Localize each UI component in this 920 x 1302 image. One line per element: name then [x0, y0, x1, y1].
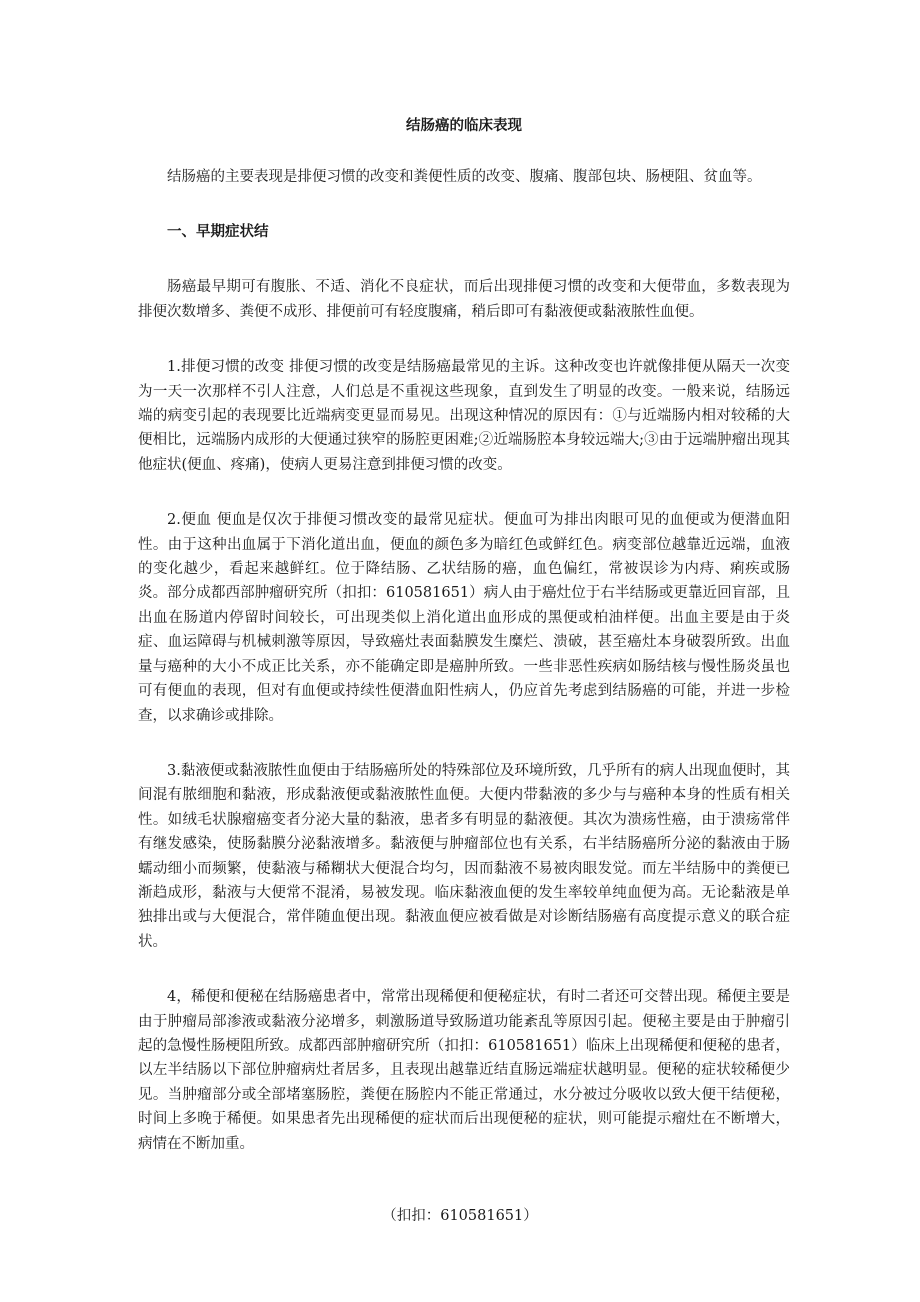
item-diarrhea-constipation: 4，稀便和便秘在结肠癌患者中，常常出现稀便和便秘症状，有时二者还可交替出现。稀便主要是由于肿瘤局部渗液或黏液分泌增多，刺激肠道导致肠道功能紊乱等原因引起。便秘主要是由于肿瘤引起的急慢性肠梗阻所致。成都西部肿瘤研究所（扣扣：610581651）临床上出现稀便和便秘的患者，以左半结肠以下部位肿瘤病灶者居多，且表现出越靠近结直肠远端症状越明显。便秘的症状较稀便少见。当肿瘤部分或全部堵塞肠腔，粪便在肠腔内不能正常通过，水分被过分吸收以致大便干结便秘，时间上多晚于稀便。如果患者先出现稀便的症状而后出现便秘的症状，则可能提示瘤灶在不断增大，病情在不断加重。 — [138, 989, 790, 1152]
section-heading-early-symptoms: 一、早期症状结 — [167, 224, 269, 241]
early-symptoms-paragraph: 肠癌最早期可有腹胀、不适、消化不良症状，而后出现排便习惯的改变和大便带血，多数表现为排便次数增多、粪便不成形、排便前可有轻度腹痛，稍后即可有黏液便或黏液脓性血便。 — [138, 279, 790, 320]
item-bowel-habit-change: 1.排便习惯的改变 排便习惯的改变是结肠癌最常见的主诉。这种改变也许就像排便从隔天一次变为一天一次那样不引人注意，人们总是不重视这些现象，直到发生了明显的改变。一般来说，结肠远端的病变引起的表现要比近端病变更显而易见。出现这种情况的原因有：①与近端肠内相对较稀的大便相比，远端肠内成形的大便通过狭窄的肠腔更困难;②近端肠腔本身较远端大;③由于远端肿瘤出现其他症状(便血、疼痛)，使病人更易注意到排便习惯的改变。 — [138, 359, 790, 473]
intro-paragraph: 结肠癌的主要表现是排便习惯的改变和粪便性质的改变、腹痛、腹部包块、肠梗阻、贫血等。 — [167, 169, 762, 185]
document-page — [138, 104, 790, 1156]
item-blood-in-stool: 2.便血 便血是仅次于排便习惯改变的最常见症状。便血可为排出肉眼可见的血便或为便潜血阳性。由于这种出血属于下消化道出血，便血的颜色多为暗红色或鲜红色。病变部位越靠近远端，血液的变化越少，看起来越鲜红。位于降结肠、乙状结肠的癌，血色偏红，常被误诊为内痔、痢疾或肠炎。部分成都西部肿瘤研究所（扣扣：610581651）病人由于癌灶位于右半结肠或更靠近回盲部，且出血在肠道内停留时间较长，可出现类似上消化道出血形成的黑便或柏油样便。出血主要是由于炎症、血运障碍与机械刺激等原因，导致癌灶表面黏膜发生糜烂、溃破，甚至癌灶本身破裂所致。出血量与癌种的大小不成正比关系，亦不能确定即是癌肿所致。一些非恶性疾病如肠结核与慢性肠炎虽也可有便血的表现，但对有血便或持续性便潜血阳性病人，仍应首先考虑到结肠癌的可能，并进一步检查，以求确诊或排除。 — [138, 512, 790, 724]
item-mucus-stool: 3.黏液便或黏液脓性血便由于结肠癌所处的特殊部位及环境所致，几乎所有的病人出现血便时，其间混有脓细胞和黏液，形成黏液便或黏液脓性血便。大便内带黏液的多少与与癌种本身的性质有相关性。如绒毛状腺瘤癌变者分泌大量的黏液，患者多有明显的黏液便。其次为溃疡性癌，由于溃疡常伴有继发感染，使肠黏膜分泌黏液增多。黏液便与肿瘤部位也有关系，右半结肠癌所分泌的黏液由于肠蠕动细小而频繁，使黏液与稀糊状大便混合均匀，因而黏液不易被肉眼发觉。而左半结肠中的粪便已渐趋成形，黏液与大便常不混淆，易被发现。临床黏液血便的发生率较单纯血便为高。无论黏液是单独排出或与大便混合，常伴随血便出现。黏液血便应被看做是对诊断结肠癌有高度提示意义的联合症状。 — [138, 762, 790, 950]
footer-contact: （扣扣：610581651） — [382, 1208, 538, 1224]
document-title: 结肠癌的临床表现 — [406, 118, 522, 134]
